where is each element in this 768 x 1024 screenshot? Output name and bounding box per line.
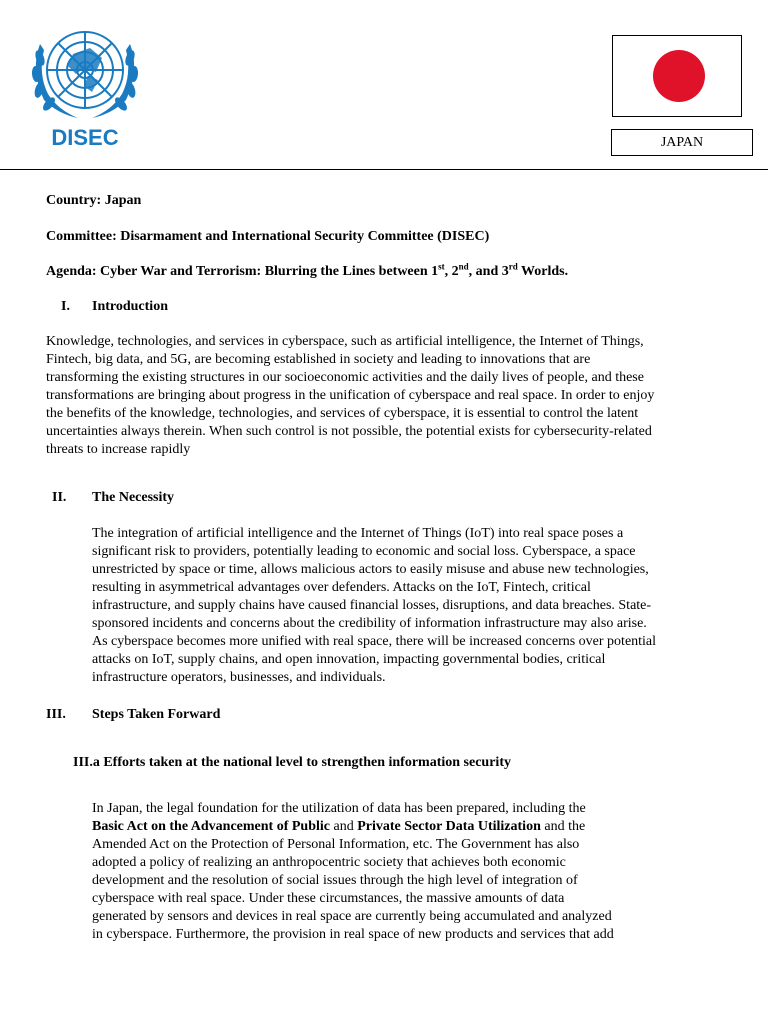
paragraph-line: infrastructure, and supply chains have caused financial losses, disruptions, and data breaches. State-	[92, 598, 652, 613]
paragraph-line: threats to increase rapidly	[46, 442, 191, 457]
paragraph-line: attacks on IoT, supply chains, and open innovation, impacting governmental bodies, critical	[92, 652, 606, 667]
paragraph-line: development and the resolution of social issues through the high level of integration of	[92, 873, 578, 888]
paragraph-line: adopted a policy of realizing an anthropocentric society that achieves both economic	[92, 855, 566, 870]
header-divider	[0, 169, 768, 170]
japan-flag	[612, 35, 742, 117]
paragraph-line: Amended Act on the Protection of Personal Information, etc. The Government has also	[92, 837, 580, 852]
section-2-number: II.	[52, 490, 67, 505]
act-name-1: Basic Act on the Advancement of Public	[92, 819, 330, 834]
paragraph-line: The integration of artificial intelligence and the Internet of Things (IoT) into real space poses a	[92, 526, 624, 541]
section-1-body	[46, 333, 654, 459]
paragraph-line: infrastructure operators, businesses, and individuals.	[92, 670, 386, 685]
section-1-title: Introduction	[92, 299, 168, 314]
paragraph-line: In Japan, the legal foundation for the utilization of data has been prepared, including the	[92, 801, 586, 816]
flag-icon	[613, 36, 741, 116]
paragraph-line: Fintech, big data, and 5G, are becoming established in society and leading to innovations that are	[46, 352, 591, 367]
section-3-title: Steps Taken Forward	[92, 707, 221, 722]
agenda-line: Agenda: Cyber War and Terrorism: Blurring the Lines between 1st, 2nd, and 3rd Worlds.	[46, 261, 569, 279]
section-2-body	[92, 525, 656, 687]
paragraph-line: in cyberspace. Furthermore, the provision in real space of new products and services that add	[92, 927, 614, 942]
paragraph-line: Basic Act on the Advancement of Public and Private Sector Data Utilization and the	[92, 819, 586, 834]
paragraph-line: significant risk to providers, potentially leading to economic and social loss. Cyberspace, a space	[92, 544, 636, 559]
un-emblem-icon	[18, 14, 152, 154]
paragraph-line: transforming the existing structures in our socioeconomic activities and the daily lives of people, and these	[46, 370, 644, 385]
section-2-title: The Necessity	[92, 490, 175, 505]
country-label-box: JAPAN	[611, 129, 753, 156]
paragraph-line: resulting in asymmetrical advantages over defenders. Attacks on the IoT, Fintech, critical	[92, 580, 591, 595]
section-1-number: I.	[61, 299, 70, 314]
country-line: Country: Japan	[46, 193, 142, 208]
act-name-2: Private Sector Data Utilization	[357, 819, 541, 834]
paragraph-line: Knowledge, technologies, and services in cyberspace, such as artificial intelligence, the Internet of Things,	[46, 334, 644, 349]
paragraph-line: generated by sensors and devices in real space are currently being accumulated and analyzed	[92, 909, 612, 924]
paragraph-line: sponsored incidents and concerns about the credibility of information infrastructure may also arise.	[92, 616, 647, 631]
logo-text: DISEC	[51, 125, 119, 150]
subsection-3a-body	[92, 800, 614, 944]
section-3-number: III.	[46, 707, 66, 722]
committee-line: Committee: Disarmament and International Security Committee (DISEC)	[46, 229, 490, 244]
paragraph-line: unrestricted by space or time, allows malicious actors to easily misuse and abuse new technologies,	[92, 562, 649, 577]
paragraph-line: the benefits of the knowledge, technologies, and services of cyberspace, it is essential to control the latent	[46, 406, 639, 421]
disec-logo	[18, 14, 152, 154]
paragraph-line: transformations are bringing about progress in the unification of cyberspace and real space. In order to enjoy	[46, 388, 655, 403]
paragraph-line: As cyberspace becomes more unified with real space, there will be increased concerns over potential	[92, 634, 657, 649]
paragraph-line: cyberspace with real space. Under these circumstances, the massive amounts of data	[92, 891, 565, 906]
subsection-3a-title: III.a Efforts taken at the national level to strengthen information security	[73, 755, 511, 770]
paragraph-line: uncertainties always therein. When such control is not possible, the potential exists for cybersecurity-related	[46, 424, 652, 439]
